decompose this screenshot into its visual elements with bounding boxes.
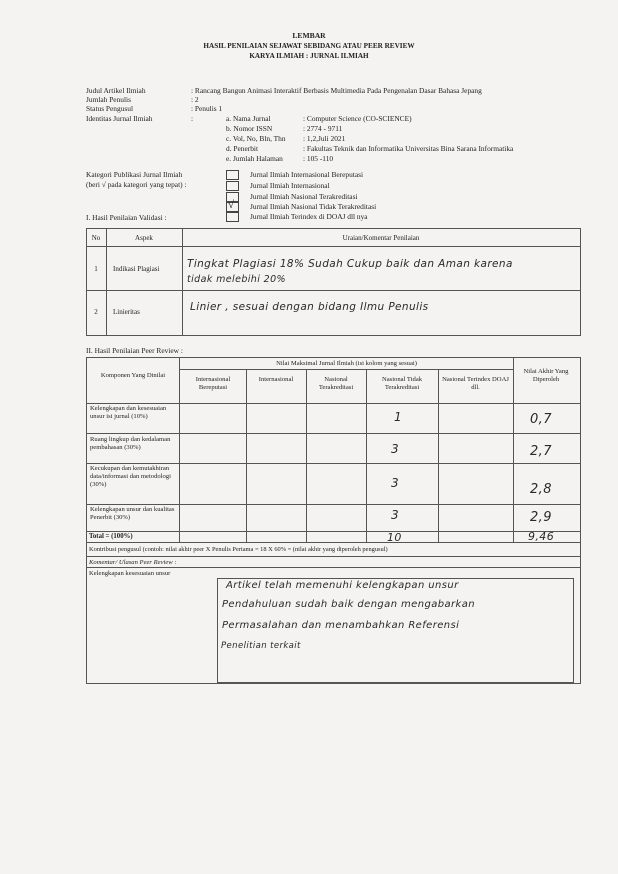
- penerbit-value: : Fakultas Teknik dan Informatika Universitas Bina Sarana Informatika: [303, 144, 514, 153]
- validasi-row-2-no: 2: [94, 308, 98, 316]
- issn-label: b. Nomor ISSN: [226, 124, 273, 133]
- kontribusi-pengusul: Kontribusi pengusul (contoh: nilai akhir peer X Penulis Pertama = 18 X 60% = (nilai akhir yang diperoleh pengusul): [89, 546, 388, 553]
- nama-jurnal-value: : Computer Science (CO-SCIENCE): [303, 114, 412, 123]
- judul-value: : Rancang Bangun Animasi Interaktif Berbasis Multimedia Pada Pengenalan Dasar Bahasa Jepang: [191, 86, 482, 95]
- nilai-row-1: 1: [394, 410, 403, 424]
- col-no: No: [91, 234, 101, 242]
- total-label: Total = (100%): [89, 533, 133, 540]
- kategori-checkbox-1[interactable]: [226, 170, 239, 180]
- komentar-label: Kelengkapan kesesuaian unsur: [89, 570, 171, 577]
- komponen-row-2: Ruang lingkup dan kedalaman pembahasan (30%): [90, 436, 171, 452]
- col-uraian: Uraian/Komentar Penilaian: [342, 234, 420, 242]
- identitas-label: Identitas Jurnal Ilmiah: [86, 114, 153, 123]
- kategori-label: Kategori Publikasi Jurnal Ilmiah: [86, 170, 183, 179]
- section2-title: II. Hasil Penilaian Peer Review :: [86, 346, 183, 355]
- kategori-checkbox-4[interactable]: √: [226, 202, 239, 212]
- nilai-row-3: 3: [391, 476, 400, 490]
- header-line3: KARYA ILMIAH : JURNAL ILMIAH: [249, 52, 369, 60]
- komponen-row-4: Kelengkapan unsur dan kualitas Penerbit (30%): [90, 506, 175, 522]
- akhir-row-3: 2,8: [530, 482, 552, 497]
- kategori-checkbox-5[interactable]: [226, 212, 239, 222]
- total-akhir: 9,46: [528, 530, 555, 543]
- col-nilai-maksimal: Nilai Maksimal Jurnal Ilmiah (isi kolom yang sesuai): [276, 360, 417, 367]
- status-value: : Penulis 1: [191, 104, 223, 113]
- header-line2: HASIL PENILAIAN SEJAWAT SEBIDANG ATAU PEER REVIEW: [203, 42, 415, 50]
- total-nilai: 10: [387, 531, 402, 544]
- kategori-option-5: Jurnal Ilmiah Terindex di DOAJ dll nya: [250, 212, 368, 221]
- issn-value: : 2774 - 9711: [303, 124, 343, 133]
- komponen-row-3: Kecukupan dan kemutakhiran data/informasi dan metodologi (30%): [90, 465, 171, 489]
- validasi-row-1-komentar-line1: Tingkat Plagiasi 18% Sudah Cukup baik dan Aman karena: [187, 258, 513, 270]
- subcol-nasional-terakreditasi: Nasional Terakreditasi: [318, 376, 354, 391]
- jumlah-label: Jumlah Penulis: [86, 95, 131, 104]
- subcol-internasional-bereputasi: Internasional Bereputasi: [195, 376, 231, 391]
- nama-jurnal-label: a. Nama Jurnal: [226, 114, 271, 123]
- section1-title: I. Hasil Penilaian Validasi :: [86, 213, 167, 222]
- validasi-row-1-komentar-line2: tidak melebihi 20%: [187, 274, 286, 285]
- akhir-row-1: 0,7: [530, 412, 552, 427]
- identitas-colon: :: [191, 114, 194, 123]
- status-label: Status Pengusul: [86, 104, 134, 113]
- komentar-header: Komentar/ Ulasan Peer Review :: [89, 559, 177, 566]
- col-nilai-akhir: Nilai Akhir Yang Diperoleh: [523, 368, 569, 383]
- halaman-label: e. Jumlah Halaman: [226, 154, 283, 163]
- vol-label: c. Vol, No, Bln, Thn: [226, 134, 286, 143]
- subcol-nasional-tidak-terakreditasi: Nasional Tidak Terakreditasi: [381, 376, 423, 391]
- subcol-terindex-doaj: Nasional Terindex DOAJ dll.: [442, 376, 509, 391]
- akhir-row-4: 2,9: [530, 510, 552, 525]
- penerbit-label: d. Penerbit: [226, 144, 259, 153]
- komponen-row-1: Kelengkapan dan kesesuaian unsur isi jurnal (10%): [90, 405, 167, 421]
- komentar-line-2: Pendahuluan sudah baik dengan mengabarkan: [222, 599, 475, 610]
- validasi-row-1-no: 1: [94, 265, 98, 273]
- judul-label: Judul Artikel Ilmiah: [86, 86, 146, 95]
- kategori-option-4: Jurnal Ilmiah Nasional Tidak Terakreditasi: [250, 202, 377, 211]
- nilai-row-4: 3: [391, 508, 400, 522]
- col-komponen: Komponen Yang Dinilai: [100, 372, 166, 379]
- kategori-checkbox-2[interactable]: [226, 181, 239, 191]
- validasi-row-2-komentar: Linier , sesuai dengan bidang Ilmu Penulis: [190, 301, 429, 313]
- komentar-line-3: Permasalahan dan menambahkan Referensi: [222, 620, 460, 631]
- komentar-line-4: Penelitian terkait: [221, 641, 301, 651]
- akhir-row-2: 2,7: [530, 444, 552, 459]
- kategori-option-3: Jurnal Ilmiah Nasional Terakreditasi: [250, 192, 358, 201]
- kategori-hint: (beri √ pada kategori yang tepat) :: [86, 180, 187, 189]
- validasi-row-2-aspek: Linieritas: [113, 308, 140, 316]
- subcol-internasional: Internasional: [258, 376, 294, 383]
- kategori-option-2: Jurnal Ilmiah Internasional: [250, 181, 330, 190]
- vol-value: : 1,2,Juli 2021: [303, 134, 346, 143]
- header-line1: LEMBAR: [292, 31, 326, 40]
- validasi-table: [86, 228, 581, 336]
- kategori-option-1: Jurnal Ilmiah Internasional Bereputasi: [250, 170, 364, 179]
- nilai-row-2: 3: [391, 442, 400, 456]
- komentar-line-1: Artikel telah memenuhi kelengkapan unsur: [226, 580, 459, 591]
- col-aspek: Aspek: [135, 234, 153, 242]
- halaman-value: : 105 -110: [303, 154, 334, 163]
- validasi-row-1-aspek: Indikasi Plagiasi: [113, 265, 160, 273]
- jumlah-value: : 2: [191, 95, 199, 104]
